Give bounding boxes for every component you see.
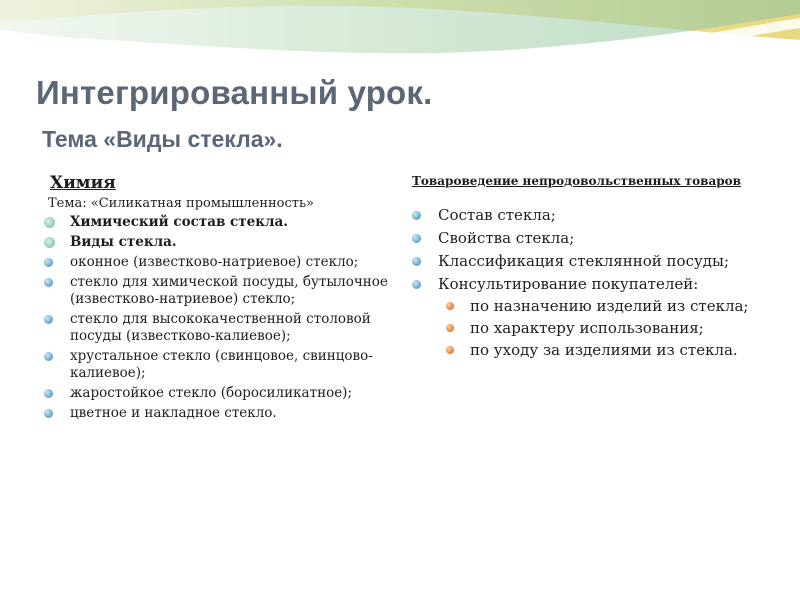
decorative-wave-banner — [0, 0, 800, 70]
merchandising-column — [412, 172, 757, 363]
bullet-icon — [44, 237, 55, 248]
list-item: стекло для высококачественной столовой посуды (известково-калиевое); — [44, 311, 394, 345]
list-item: жаростойкое стекло (боросиликатное); — [44, 385, 394, 402]
list-item: цветное и накладное стекло. — [44, 405, 394, 422]
merchandising-heading: Товароведение непродовольственных товаров — [412, 174, 742, 188]
bullet-icon — [44, 278, 53, 287]
bullet-icon — [412, 257, 421, 266]
bullet-icon — [44, 217, 55, 228]
chemistry-list — [44, 214, 394, 422]
bullet-icon — [446, 302, 454, 310]
consulting-sublist — [412, 297, 757, 360]
list-item: хрустальное стекло (свинцовое, свинцово-калиевое); — [44, 348, 394, 382]
list-item: Свойства стекла; — [412, 228, 757, 248]
bullet-icon — [446, 324, 454, 332]
bullet-icon — [44, 315, 53, 324]
list-item: Виды стекла. — [44, 234, 394, 251]
list-item: стекло для химической посуды, бутылочное (известково-натриевое) стекло; — [44, 274, 394, 308]
list-item: оконное (известково-натриевое) стекло; — [44, 254, 394, 271]
list-item: Консультирование покупателей: — [412, 274, 757, 294]
bullet-icon — [446, 346, 454, 354]
chemistry-theme: Тема: «Силикатная промышленность» — [48, 196, 315, 211]
bullet-icon — [412, 280, 421, 289]
bullet-icon — [44, 352, 53, 361]
bullet-icon — [44, 389, 53, 398]
sublist-item: по уходу за изделиями из стекла. — [412, 341, 757, 360]
bullet-icon — [44, 258, 53, 267]
list-item: Химический состав стекла. — [44, 214, 394, 231]
chemistry-heading: Химия — [50, 173, 116, 193]
bullet-icon — [412, 211, 421, 220]
list-item: Классификация стеклянной посуды; — [412, 251, 757, 271]
bullet-icon — [44, 409, 53, 418]
merchandising-list — [412, 205, 757, 294]
sublist-item: по характеру использования; — [412, 319, 757, 338]
slide-title: Интегрированный урок. — [36, 74, 433, 111]
list-item: Состав стекла; — [412, 205, 757, 225]
bullet-icon — [412, 234, 421, 243]
slide-subtitle: Тема «Виды стекла». — [42, 126, 283, 152]
chemistry-column — [44, 172, 394, 425]
sublist-item: по назначению изделий из стекла; — [412, 297, 757, 316]
